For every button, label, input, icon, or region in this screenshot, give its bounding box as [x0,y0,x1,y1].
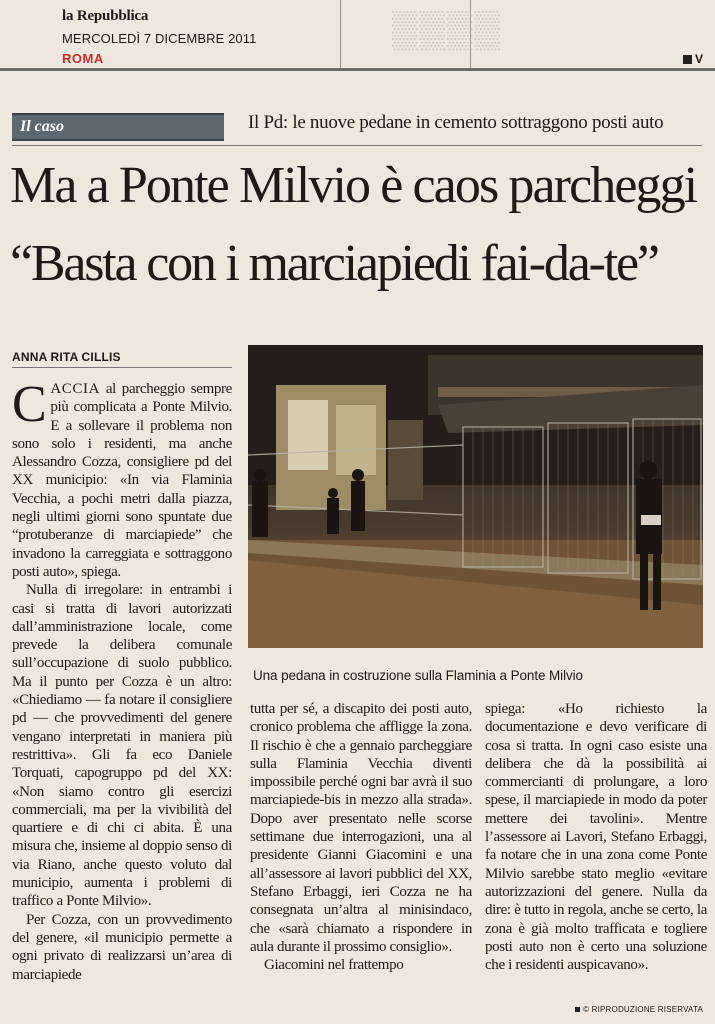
copyright-notice: © RIPRODUZIONE RISERVATA [575,1005,703,1014]
lead-caps: ACCIA [50,381,101,397]
square-bullet-icon [575,1007,580,1012]
headline-main: Ma a Ponte Milvio è caos parcheggi [10,157,697,214]
paragraph-text: al parcheggio sempre più complicata a Ponte Milvio. E a sollevare il problema non sono solo i residenti, ma anche Alessandro Cozza, consigliere pd del XX municipio: «In via Flaminia Vecchia, a pochi metri dalla piazza, negli ultimi giorni sono spuntate due “protuberanze di marciapiede” che invadono la carreggiata e sottraggono posti auto», spiega. [12,381,232,580]
article-tag: Il caso [12,113,224,141]
issue-date: MERCOLEDÌ 7 DICEMBRE 2011 [62,31,257,46]
bleed-through-ghost: ▒▒▒▒ [390,9,501,49]
column-divider [340,0,341,70]
masthead [0,0,715,72]
headline-quote: “Basta con i marciapiedi fai-da-te” [10,235,658,292]
drop-cap: C [12,376,47,433]
paragraph: Giacomini nel frattempo [264,957,404,974]
square-bullet-icon [683,55,692,64]
paragraph: Nulla di irregolare: in entrambi i casi si tratta di lavori autorizzati dall’amministrazione locale, come prevede la delibera comunale sull’occupazione di suolo pubblico. Ma il punto per Cozza è un altro: «Chiediamo — fa notare il consigliere pd — che provvedimenti del genere vengano interpretati in maniera più restrittiva». Gli fa eco Daniele Torquati, capogruppo pd del XX: «Non siamo contro gli esercizi commerciali, ma per la vivibilità del quartiere e di chi ci abita. È una misura che, insieme al doppio senso di via Riano, anche questo voluto dal municipio, aumenta i problemi di traffico a Ponte Milvio». [12,582,232,910]
paragraph: tutta per sé, a discapito dei posti auto, cronico problema che affligge la zona. Il rischio è che a gennaio parcheggiare sulla Flaminia Vecchia diventi impossibile perché ogni bar avrà il suo marciapiede-bis in mezzo alla strada». Dopo aver presentato nelle scorse settimane due interrogazioni, una al presidente Gianni Giacomini e una all’assessore ai lavori pubblici del XX, Stefano Erbaggi, ieri Cozza ne ha consegnata un’altra al minisindaco, che «sarà chiamato a rispondere in aula durante il prossimo consiglio». [250,701,472,955]
paragraph: Per Cozza, con un provvedimento del genere, «il municipio permette a ogni privato di realizzarsi un’area di marciapiede [12,911,232,983]
kicker-rule [12,145,702,146]
byline-rule [12,367,232,368]
article-column-2 [250,700,472,974]
article-photo [248,345,703,648]
page-marker: V [683,52,703,66]
night-street-scene [248,345,703,648]
paragraph [12,376,232,581]
paragraph: spiega: «Ho richiesto la documentazione e devo verificare di cosa si tratta. In ogni caso esiste una delibera che dà la possibilità ai commercianti di prolungare, a loro spese, il marciapiede in modo da poter mettere dei tavolini». Mentre l’assessore ai Lavori, Stefano Erbaggi, fa notare che in una zona come Ponte Milvio sarebbe stato meglio «evitare autorizzazioni del genere. Nulla da dire: è tutto in regola, anche se certo, la zona è già molto trafficata e togliere posti auto non è certo una soluzione che i residenti auspicavano». [485,701,707,974]
byline: ANNA RITA CILLIS [12,350,121,364]
article-column-1 [12,376,232,984]
section-name: ROMA [62,51,104,66]
photo-caption: Una pedana in costruzione sulla Flaminia a Ponte Milvio [253,668,583,683]
paper-name: la Repubblica [62,8,149,24]
article-column-3 [485,700,707,974]
kicker: Il Pd: le nuove pedane in cemento sottraggono posti auto [248,112,664,133]
masthead-rule [0,68,715,71]
